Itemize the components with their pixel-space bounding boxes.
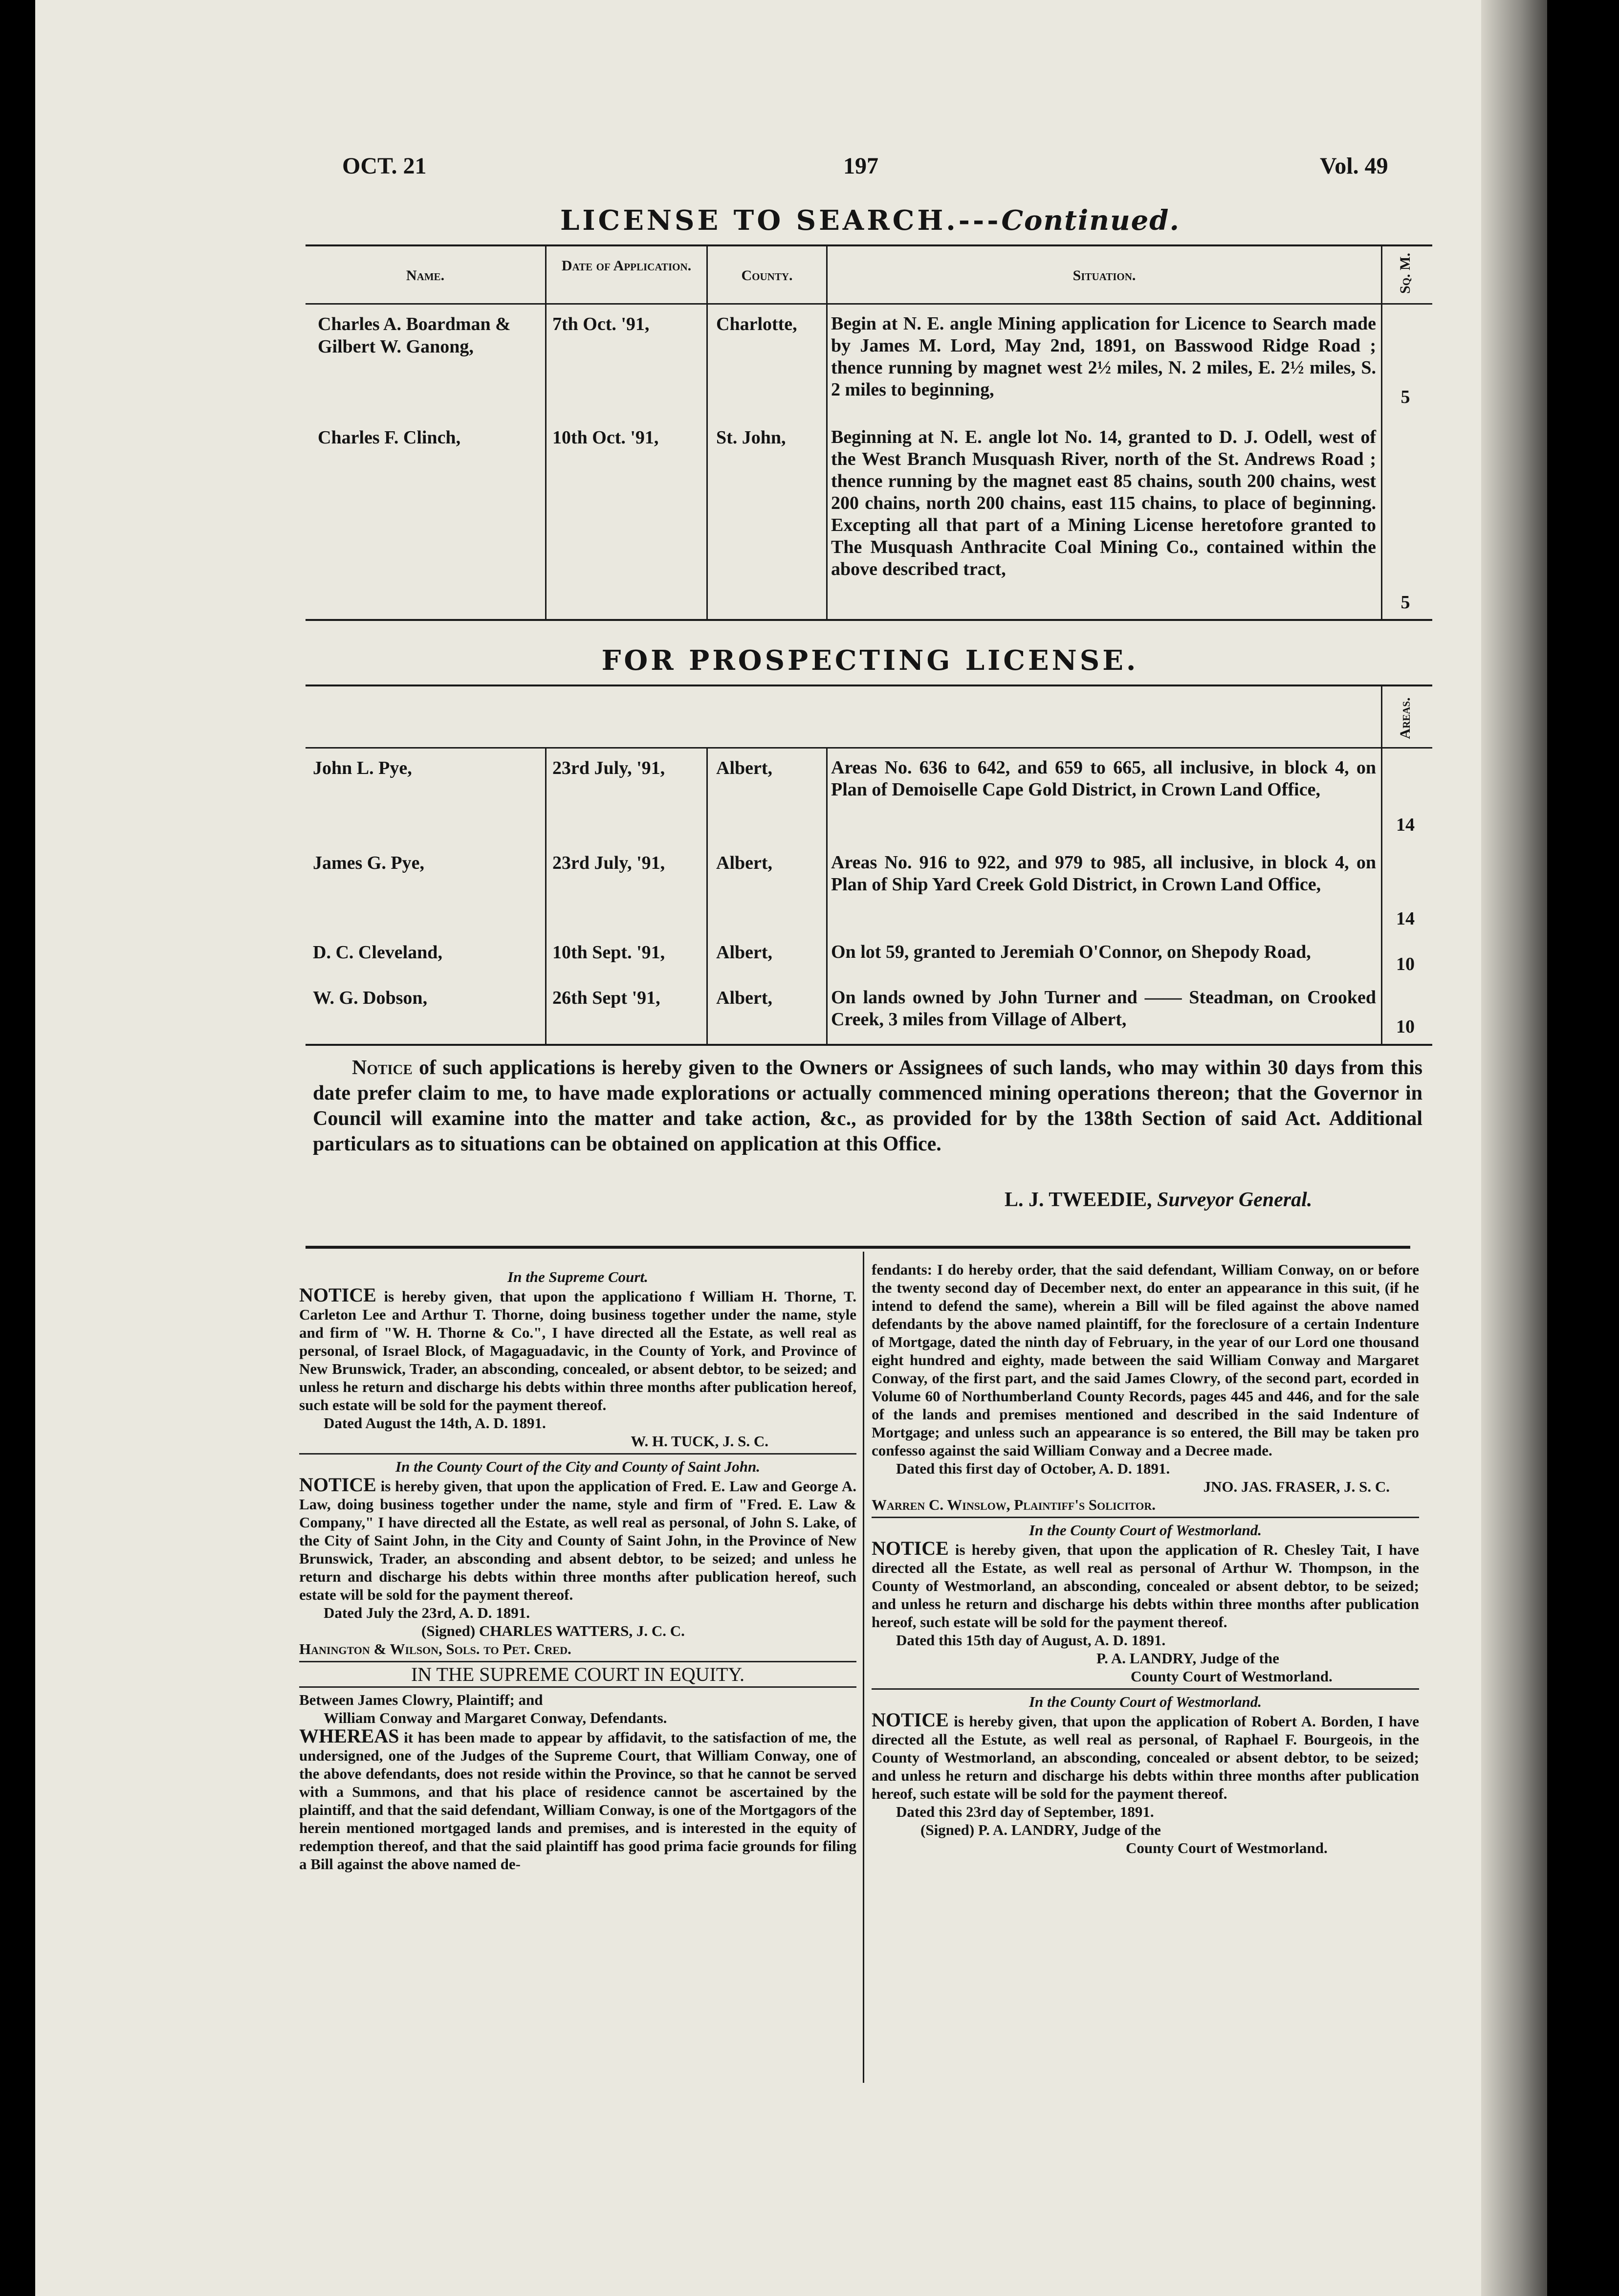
table2-col-divider [826,747,828,1044]
table2-col-divider [1381,684,1382,1044]
row-quantity: 5 [1400,592,1410,613]
notice-dated: Dated August the 14th, A. D. 1891. [324,1414,546,1432]
notice-signature: W. H. TUCK, J. S. C. [631,1433,768,1450]
notice-court-title: In the County Court of Westmorland. [1028,1693,1262,1710]
row-name: Charles A. Boardman & Gilbert W. Ganong, [318,314,511,357]
column-header-date: Date of Application. [561,258,692,274]
notice-dated: Dated this 23rd day of September, 1891. [896,1803,1154,1820]
row-situation: Areas No. 636 to 642, and 659 to 665, all inclusive, in block 4, on Plan of Demoiselle Cape Gold District, in Crown Land Office, [831,757,1376,800]
notice-court-title: IN THE SUPREME COURT IN EQUITY. [411,1663,745,1685]
row-county: Albert, [716,853,773,873]
notice-text: of such applications is hereby given to the Owners or Assignees of such lands, who may within 30 days from this date prefer claim to me, to have made explorations or actually commenced mining operations thereon; that the Governor in Council will examine into the matter and take action, &c., as provided for by the 138th Section of said Act. Additional particulars as to situations can be obtained on application at this Office. [313,1057,1422,1155]
notice-body: it has been made to appear by affidavit, to the satisfaction of me, the undersigned, one of the Judges of the Supreme Court, that William Conway, one of the above defendants, does not reside within the Province, so that he cannot be served with a Summons, and that his place of residence cannot be ascertained by the plaintiff, and that the said defendant, William Conway, is one of the Mortgagors of the herein mentioned mortgaged lands and premises, and is interested in the equity of redemption thereof, and that the said plaintiff has good prima facie grounds for filing a Bill against the above named de- [299,1729,856,1873]
notice-solicitor: Warren C. Winslow, Plaintiff's Solicitor. [872,1496,1156,1513]
notice-signature-court: County Court of Westmorland. [1131,1668,1333,1685]
notice-solicitors: Hanington & Wilson, Sols. to Pet. Cred. [299,1640,571,1657]
section-title-license-to-search [313,204,1427,237]
row-date: 23rd July, '91, [552,758,665,778]
notice-dated: Dated this first day of October, A. D. 1891. [896,1460,1170,1477]
table2-col-divider [706,747,708,1044]
notice-divider [872,1517,1419,1518]
table1-top-rule [306,244,1432,246]
section-title-continued: Continued. [1001,204,1180,237]
table2-col-divider [545,747,547,1044]
table1-col-divider [1381,244,1382,619]
column-header-areas: Areas. [1397,697,1413,739]
notice-signature: (Signed) P. A. LANDRY, Judge of the [920,1821,1161,1838]
section-title-prospecting-license: FOR PROSPECTING LICENSE. [601,644,1139,677]
row-date: 26th Sept '91, [552,988,660,1008]
table1-col-divider [706,244,708,619]
columns-divider [306,1246,1410,1249]
table1-bottom-rule [306,619,1432,621]
row-quantity: 10 [1396,954,1415,974]
notice-lead: NOTICE [299,1284,376,1306]
row-county: Albert, [716,988,773,1008]
notice-divider [299,1453,856,1455]
column-gutter-rule [863,1252,864,2083]
right-column-notices [872,1260,1419,1857]
notice-dated: Dated July the 23rd, A. D. 1891. [324,1604,530,1621]
notice-signature-court: County Court of Westmorland. [1126,1839,1328,1856]
row-situation: On lands owned by John Turner and —— Steadman, on Crooked Creek, 3 miles from Village of Albert, [831,987,1376,1030]
table2-bottom-rule [306,1044,1432,1046]
row-situation: On lot 59, granted to Jeremiah O'Connor, on Shepody Road, [831,942,1311,962]
notice-paragraph [313,1055,1422,1157]
signer-title: Surveyor General. [1157,1189,1313,1211]
notice-lead: NOTICE [872,1709,949,1731]
surveyor-signature [1005,1188,1312,1212]
notice-court-title: In the County Court of the City and County of Saint John. [395,1458,760,1475]
row-county: Albert, [716,758,773,778]
notice-court-title: In the County Court of Westmorland. [1028,1522,1262,1539]
notice-divider [872,1688,1419,1690]
notice-signature: JNO. JAS. FRASER, J. S. C. [1203,1478,1390,1495]
table1-header-rule [306,303,1432,305]
section-title-main: LICENSE TO SEARCH.--- [560,204,1002,237]
column-header-name: Name. [406,267,445,284]
notice-dated: Dated this 15th day of August, A. D. 1891. [896,1632,1166,1649]
row-name: D. C. Cleveland, [313,942,442,963]
notice-parties-plaintiff: Between James Clowry, Plaintiff; and [299,1691,543,1708]
notice-body: is hereby given, that upon the application of Fred. E. Law and George A. Law, doing business together under the name, style and firm of "Fred. E. Law & Company," I have directed all the Estate, as well real as personal, of John S. Lake, of the City of Saint John, in the City and County of Saint John, in the Province of New Brunswick, Trader, an absconding and absent debtor, to be seized; and unless he return and discharge his debts within three months after publication hereof, such estate will be sold for the payment thereof. [299,1478,856,1603]
notice-lead: NOTICE [872,1537,949,1559]
page-spine-shadow [1481,0,1547,2296]
signer-name: L. J. TWEEDIE, [1005,1189,1152,1211]
row-quantity: 5 [1400,387,1410,407]
column-header-situation: Situation. [1072,267,1136,284]
row-date: 10th Oct. '91, [552,427,659,448]
row-county: St. John, [716,427,786,448]
notice-divider [299,1661,856,1662]
volume-number: Vol. 49 [1320,153,1388,179]
row-situation: Begin at N. E. angle Mining application for Licence to Search made by James M. Lord, May 2nd, 1891, on Basswood Ridge Road ; thence running by magnet west 2½ miles, N. 2 miles, E. 2½ miles, S. 2 miles to beginning, [831,313,1376,400]
row-name: W. G. Dobson, [313,988,428,1008]
row-quantity: 14 [1396,815,1415,835]
row-name: Charles F. Clinch, [318,427,461,448]
row-county: Charlotte, [716,314,797,334]
row-name: James G. Pye, [313,853,424,873]
notice-body: is hereby given, that upon the application of R. Chesley Tait, I have directed all the Estate, as well real as personal of Arthur W. Thompson, in the County of Westmorland, an absconding, concealed or absent debtor, to be seized; and unless he return and discharge his debts within three months after publication hereof, such estate will be sold for the payment thereof. [872,1541,1419,1631]
row-name: John L. Pye, [313,758,412,778]
row-situation: Beginning at N. E. angle lot No. 14, granted to D. J. Odell, west of the West Branch Musquash River, north of the St. Andrews Road ; thence running by the magnet east 85 chains, south 200 chains, west 200 chains, north 200 chains, east 115 chains, to place of beginning. Excepting all that part of a Mining License heretofore granted to The Musquash Anthracite Coal Mining Co., contained within the above described tract, [831,427,1376,579]
table1-col-divider [545,244,547,619]
column-header-county: County. [741,267,793,284]
notice-signature: (Signed) CHARLES WATTERS, J. C. C. [421,1622,685,1639]
left-column-notices [299,1268,856,1873]
notice-divider [299,1686,856,1688]
notice-lead: Notice [352,1057,413,1079]
notice-court-title: In the Supreme Court. [507,1268,648,1285]
table2-header-rule [306,747,1432,749]
row-date: 7th Oct. '91, [552,314,650,334]
page-number: 197 [843,153,878,179]
row-quantity: 14 [1396,908,1415,929]
notice-lead: NOTICE [299,1474,376,1496]
issue-date: OCT. 21 [342,153,427,179]
row-quantity: 10 [1396,1016,1415,1037]
notice-body: is hereby given, that upon the application of Robert A. Borden, I have directed all the Estute, as well real as personal, of Raphael F. Bourgeois, in the County of Westmorland, an absconding, concealed or absent debtor, to be seized; and unless he return and discharge his debts within three months after publication hereof, such estate will be sold for the payment thereof. [872,1713,1419,1802]
row-county: Albert, [716,942,773,963]
notice-signature: P. A. LANDRY, Judge of the [1096,1650,1279,1667]
table1-col-divider [826,244,828,619]
row-date: 10th Sept. '91, [552,942,665,963]
table2-top-rule [306,684,1432,686]
notice-body: is hereby given, that upon the applicationo f William H. Thorne, T. Carleton Lee and Arthur T. Thorne, doing business together under the name, style and firm of "W. H. Thorne & Co.", I have directed all the Estate, as well real as personal, of Israel Block, of Magaguadavic, in the County of York, and Province of New Brunswick, Trader, an absconding, concealed, or absent debtor, to be seized; and unless he return and discharge his debts within three months after publication hereof, such estate will be sold for the payment thereof. [299,1288,856,1413]
column-header-sq-m: Sq. M. [1397,253,1413,294]
row-situation: Areas No. 916 to 922, and 979 to 985, all inclusive, in block 4, on Plan of Ship Yard Creek Gold District, in Crown Land Office, [831,852,1376,895]
notice-parties-defendants: William Conway and Margaret Conway, Defendants. [324,1709,667,1726]
notice-lead: WHEREAS [299,1725,399,1747]
notice-body-continued: fendants: I do hereby order, that the said defendant, William Conway, on or before the twenty second day of December next, do enter an appearance in this suit, (if he intend to defend the same), wherein a Bill will be filed against the above named defendants by the above named plaintiff, for the foreclosure of a certain Indenture of Mortgage, dated the ninth day of February, in the year of our Lord one thousand eight hundred and eighty, made between the said William Conway and Margaret Conway, of the first part, and the said James Clowry, of the second part, ecorded in Volume 60 of Northumberland County Records, pages 445 and 446, and for the sale of the lands and premises mentioned and described in the said Indenture of Mortgage; and unless such an appearance is so entered, the Bill may be taken pro confesso against the said William Conway and a Decree made. [872,1261,1419,1459]
row-date: 23rd July, '91, [552,853,665,873]
